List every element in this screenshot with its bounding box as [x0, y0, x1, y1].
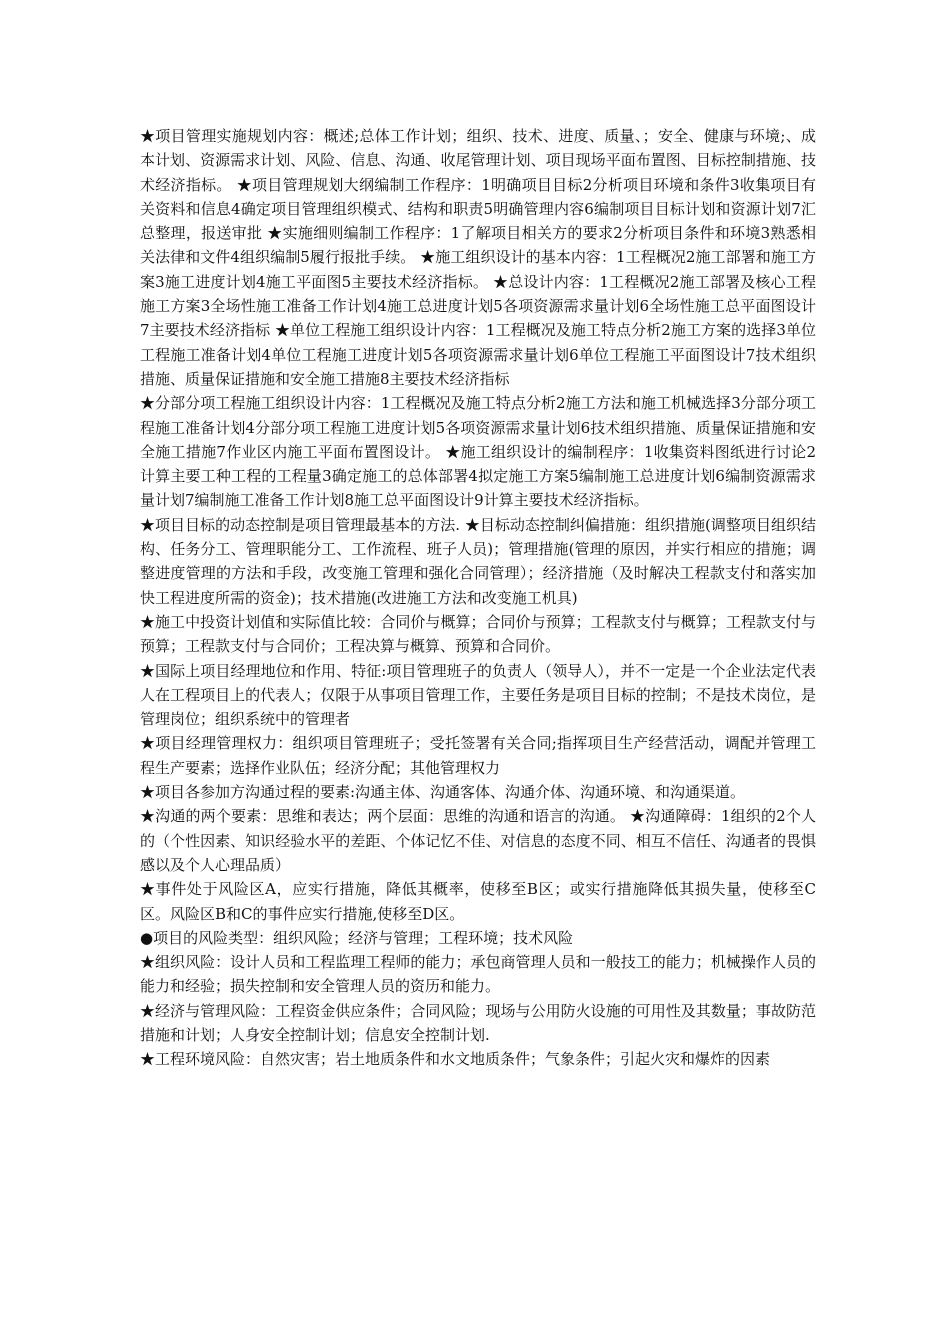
paragraph-investment-comparison: ★施工中投资计划值和实际值比较：合同价与概算；合同价与预算；工程款支付与概算；工程款支付与预算；工程款支付与合同价；工程决算与概算、预算和合同价。: [140, 612, 816, 656]
paragraph-risk-zones: ★事件处于风险区A，应实行措施，降低其概率，使移至B区；或实行措施降低其损失量，使移至C区。风险区B和C的事件应实行措施,使移至D区。: [140, 880, 816, 923]
paragraph-subproject-design: ★分部分项工程施工组织设计内容：1工程概况及施工特点分析2施工方法和施工机械选择3分部分项工程施工准备计划4分部分项工程施工进度计划5各项资源需求量计划6技术组织措施、质量保证措施和安全施工措施7作业区内施工平面布置图设计。 ★施工组织设计的编制程序：1收集资料图纸进行讨论2计算主要工种工程的工程量3确定施工的总体部署4拟定施工方案5编制施工总进度计划6编制资源需求量计划7编制施工准备工作计划8施工总平面图设计9计算主要技术经济指标。: [140, 394, 816, 510]
paragraph-organizational-risk: ★组织风险：设计人员和工程监理工程师的能力；承包商管理人员和一般技工的能力；机械操作人员的能力和经验；损失控制和安全管理人员的资历和能力。: [140, 953, 816, 996]
paragraph-risk-types: ●项目的风险类型：组织风险；经济与管理；工程环境；技术风险: [140, 928, 574, 947]
paragraph-project-manager-role: ★国际上项目经理地位和作用、特征:项目管理班子的负责人（领导人），并不一定是一个企业法定代表人在工程项目上的代表人；仅限于从事项目管理工作，主要任务是项目目标的控制；不是技术岗位，是管理岗位；组织系统中的管理者: [140, 661, 816, 729]
paragraph-communication-elements: ★项目各参加方沟通过程的要素:沟通主体、沟通客体、沟通介体、沟通环境、和沟通渠道。: [140, 783, 746, 802]
paragraph-economic-risk: ★经济与管理风险：工程资金供应条件；合同风险；现场与公用防火设施的可用性及其数量；事故防范措施和计划；人身安全控制计划；信息安全控制计划.: [140, 1001, 816, 1044]
paragraph-environmental-risk: ★工程环境风险：自然灾害；岩土地质条件和水文地质条件；气象条件；引起火灾和爆炸的因素: [140, 1050, 771, 1069]
document-body: [140, 124, 816, 1072]
paragraph-planning-content: ★项目管理实施规划内容：概述;总体工作计划；组织、技术、进度、质量、；安全、健康与环境;、成本计划、资源需求计划、风险、信息、沟通、收尾管理计划、项目现场平面布置图、目标控制措施、技术经济指标。 ★项目管理规划大纲编制工作程序：1明确项目目标2分析项目环境和条件3收集项目有关资料和信息4确定项目管理组织模式、结构和职责5明确管理内容6编制项目目标计划和资源计划7汇总整理，报送审批 ★实施细则编制工作程序：1了解项目相关方的要求2分析项目条件和环境3熟悉相关法律和文件4组织编制5履行报批手续。 ★施工组织设计的基本内容：1工程概况2施工部署和施工方案3施工进度计划4施工平面图5主要技术经济指标。 ★总设计内容：1工程概况2施工部署及核心工程施工方案3全场性施工准备工作计划4施工总进度计划5各项资源需求量计划6全场性施工总平面图设计7主要技术经济指标 ★单位工程施工组织设计内容：1工程概况及施工特点分析2施工方案的选择3单位工程施工准备计划4单位工程施工进度计划5各项资源需求量计划6单位工程施工平面图设计7技术组织措施、质量保证措施和安全施工措施8主要技术经济指标: [140, 127, 816, 388]
paragraph-project-manager-authority: ★项目经理管理权力：组织项目管理班子；受托签署有关合同;指挥项目生产经营活动，调配并管理工程生产要素；选择作业队伍；经济分配；其他管理权力: [140, 734, 816, 777]
paragraph-communication-barriers: ★沟通的两个要素：思维和表达；两个层面：思维的沟通和语言的沟通。 ★沟通障碍：1组织的2个人的（个性因素、知识经验水平的差距、个体记忆不佳、对信息的态度不同、相互不信任、沟通者的畏惧感以及个人心理品质）: [140, 807, 816, 874]
paragraph-dynamic-control: ★项目目标的动态控制是项目管理最基本的方法. ★目标动态控制纠偏措施：组织措施(调整项目组织结构、任务分工、管理职能分工、工作流程、班子人员)；管理措施(管理的原因，并实行相应的措施；调整进度管理的方法和手段，改变施工管理和强化合同管理）；经济措施（及时解决工程款支付和落实加快工程进度所需的资金)；技术措施(改进施工方法和改变施工机具): [140, 515, 816, 607]
